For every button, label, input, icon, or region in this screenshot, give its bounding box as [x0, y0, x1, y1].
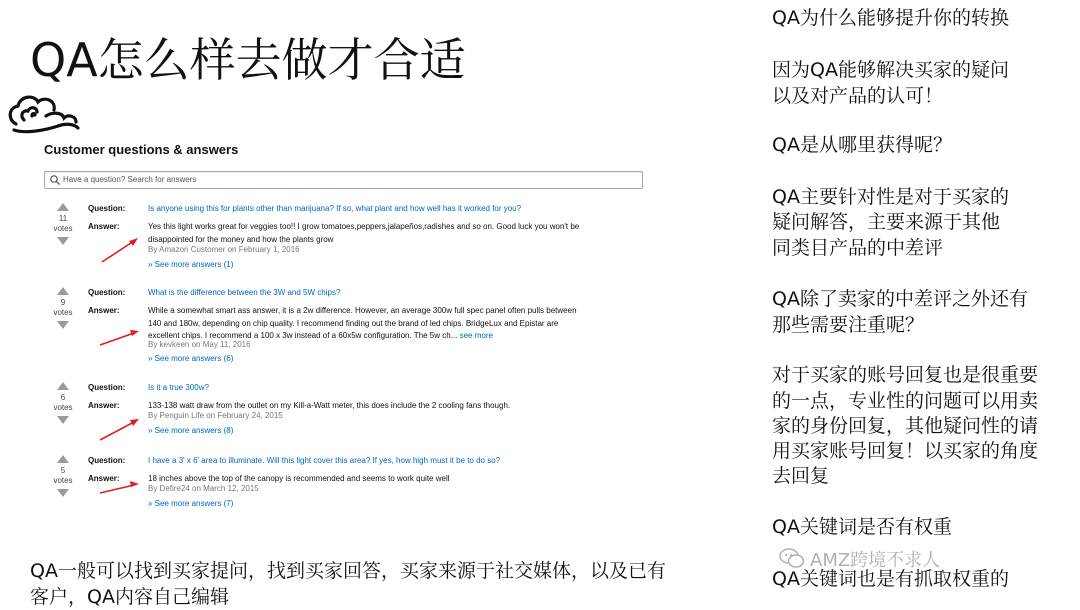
- question-label: Question:: [88, 456, 126, 465]
- answer-line: 133-138 watt draw from the outlet on my Kill-a-Watt meter, this does include the 2 cooling fans though.: [148, 401, 511, 410]
- note-line: 用买家账号回复！以买家的角度: [772, 440, 1039, 462]
- question-link[interactable]: Is it a true 300w?: [148, 383, 209, 392]
- answer-line: Yes this light works great for veggies too!! I grow tomatoes,peppers,jalapeños,radishes and so on. Good luck you won't be: [148, 222, 580, 231]
- answer-author: By Penguin Life on February 24, 2015: [148, 411, 283, 420]
- vote-count: 5: [60, 466, 66, 475]
- question-link[interactable]: What is the difference between the 3W and 5W chips?: [148, 288, 341, 297]
- vote-down-arrow-icon[interactable]: [57, 237, 69, 245]
- votes-label: votes: [53, 224, 73, 233]
- watermark-text: AMZ跨境不求人: [810, 550, 941, 571]
- answer-label: Answer:: [88, 306, 120, 315]
- answer-line: 140 and 180w, depending on chip quality. I recommend finding out the brand of led chips. BridgeLux and Epistar are: [148, 318, 559, 328]
- note-line: 的一点，专业性的问题可以用卖: [772, 390, 1039, 412]
- see-more-inline-link[interactable]: see more: [459, 331, 493, 340]
- red-arrow-annotation-icon: [98, 235, 142, 265]
- note-heading: QA是从哪里获得呢？: [772, 134, 952, 156]
- note-line: 对于买家的账号回复也是很重要: [772, 364, 1039, 386]
- votes-label: votes: [53, 308, 73, 317]
- answer-text: [148, 221, 638, 246]
- answer-line: excellent chips. I recommend a 100 x 3w instead of a 60x5w configuration. The 5w ch...: [148, 331, 458, 340]
- search-placeholder: Have a question? Search for answers: [63, 175, 197, 184]
- answer-line: disappointed for the money and how the plants grow: [148, 234, 334, 244]
- question-label: Question:: [88, 383, 126, 392]
- vote-down-arrow-icon[interactable]: [57, 416, 69, 424]
- vote-count: 6: [60, 393, 66, 402]
- answer-author: By kevkeen on May 11, 2016: [148, 340, 251, 349]
- answer-label: Answer:: [88, 401, 120, 410]
- answer-text: [148, 305, 638, 343]
- vote-widget: [46, 382, 80, 424]
- wechat-icon: [779, 546, 805, 570]
- search-icon: [49, 174, 61, 186]
- see-more-answers-link[interactable]: » See more answers (8): [148, 426, 234, 435]
- vote-count: 9: [60, 298, 66, 307]
- votes-label: votes: [53, 403, 73, 412]
- vote-up-arrow-icon[interactable]: [57, 455, 69, 463]
- red-arrow-annotation-icon: [98, 412, 142, 442]
- cloud-ornament-icon: [6, 90, 82, 136]
- answer-label: Answer:: [88, 222, 120, 231]
- note-line: 家的身份回复，其他疑问性的请: [772, 415, 1039, 437]
- note-line: 同类目产品的中差评: [772, 237, 944, 259]
- red-arrow-annotation-icon: [98, 471, 142, 501]
- vote-down-arrow-icon[interactable]: [57, 489, 69, 497]
- note-line: 去回复: [772, 465, 830, 487]
- bottom-note: [30, 558, 750, 610]
- vote-down-arrow-icon[interactable]: [57, 321, 69, 329]
- red-arrow-annotation-icon: [98, 321, 142, 351]
- answer-author: By Amazon Customer on February 1, 2016: [148, 245, 300, 254]
- note-heading: QA关键词是否有权重: [772, 516, 952, 538]
- question-label: Question:: [88, 288, 126, 297]
- note-line: 那些需要注重呢？: [772, 314, 925, 336]
- vote-count: 11: [58, 214, 68, 223]
- note-line: 因为QA能够解决买家的疑问: [772, 59, 1009, 81]
- qa-heading: Customer questions & answers: [44, 142, 239, 157]
- question-link[interactable]: I have a 3' x 6' area to illuminate. Will this light cover this area? If yes, how high must it be to do so?: [148, 456, 501, 465]
- answer-author: By Defire24 on March 12, 2015: [148, 484, 259, 493]
- note-heading: QA为什么能够提升你的转换: [772, 7, 1009, 29]
- note-line: 以及对产品的认可！: [772, 85, 944, 107]
- vote-widget: [46, 287, 80, 329]
- qa-search-input[interactable]: [44, 171, 643, 189]
- question-label: Question:: [88, 204, 126, 213]
- note-line: QA关键词也是有抓取权重的: [772, 568, 1009, 590]
- slide-title: QA怎么样去做才合适: [30, 33, 466, 87]
- vote-up-arrow-icon[interactable]: [57, 382, 69, 390]
- vote-widget: [46, 455, 80, 497]
- answer-line: 18 inches above the top of the canopy is recommended and seems to work quite well: [148, 474, 450, 483]
- vote-up-arrow-icon[interactable]: [57, 287, 69, 295]
- note-line: QA除了卖家的中差评之外还有: [772, 288, 1028, 310]
- answer-line: While a somewhat smart ass answer, it is a 2w difference. However, an average 300w full spec panel often pulls between: [148, 306, 577, 315]
- vote-up-arrow-icon[interactable]: [57, 203, 69, 211]
- note-line: QA主要针对性是对于买家的: [772, 186, 1009, 208]
- customer-qa-screenshot: [42, 140, 652, 520]
- bottom-note-line: 客户，QA内容自己编辑: [30, 586, 229, 608]
- question-link[interactable]: Is anyone using this for plants other than marijuana? If so, what plant and how well has it worked for you?: [148, 204, 522, 213]
- see-more-answers-link[interactable]: » See more answers (1): [148, 260, 234, 269]
- see-more-answers-link[interactable]: » See more answers (6): [148, 354, 234, 363]
- votes-label: votes: [53, 476, 73, 485]
- see-more-answers-link[interactable]: » See more answers (7): [148, 499, 234, 508]
- vote-widget: [46, 203, 80, 245]
- bottom-note-line: QA一般可以找到买家提问，找到买家回答，买家来源于社交媒体，以及已有: [30, 560, 666, 582]
- note-line: 疑问解答，主要来源于其他: [772, 211, 1001, 233]
- answer-label: Answer:: [88, 474, 120, 483]
